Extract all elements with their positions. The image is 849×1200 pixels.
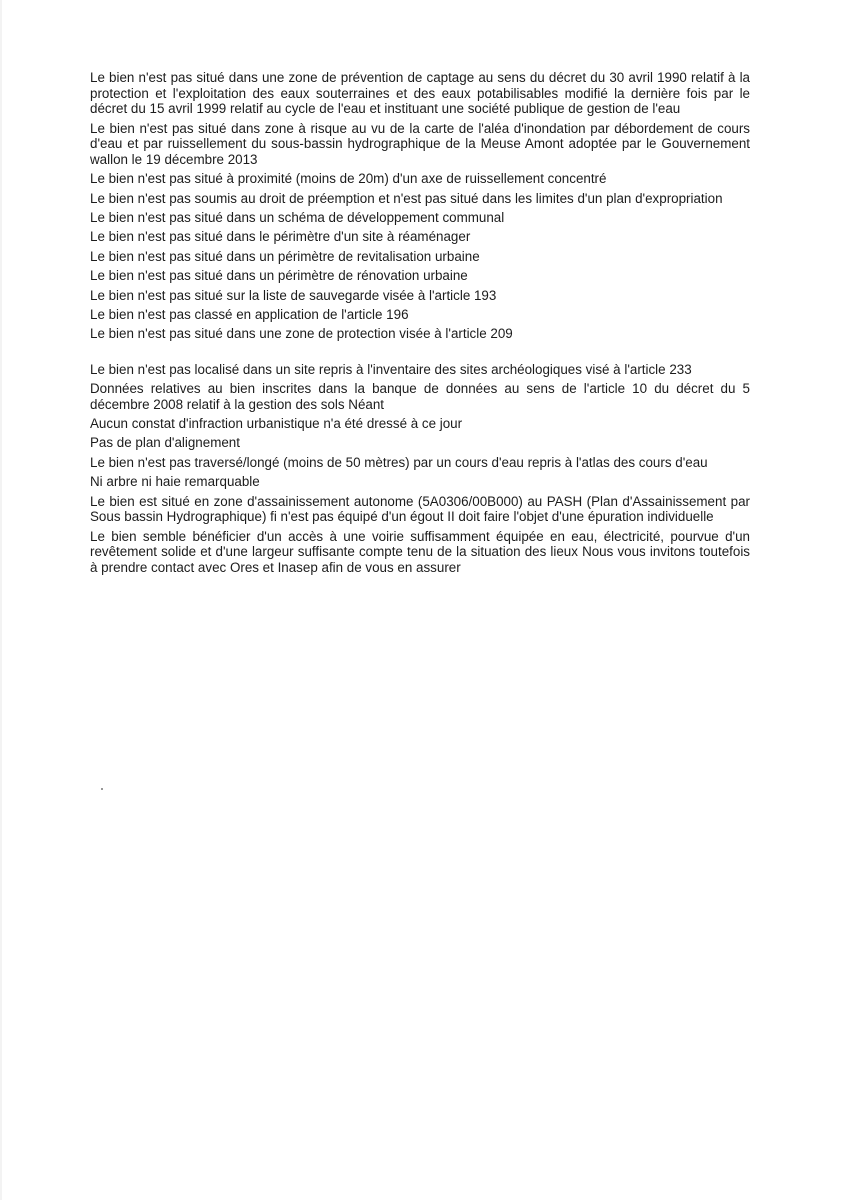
section-gap bbox=[90, 346, 750, 362]
document-body bbox=[90, 70, 750, 579]
paragraph-cours-eau: Le bien n'est pas traversé/longé (moins de 50 mètres) par un cours d'eau repris à l'atlas des cours d'eau bbox=[90, 454, 708, 470]
paragraph-renovation: Le bien n'est pas situé dans un périmètre de rénovation urbaine bbox=[90, 268, 468, 284]
paragraph-gestion-sols: Données relatives au bien inscrites dans la banque de données au sens de l'article 10 du décret du 5 décembre 2008 relatif à la gestion des sols Néant bbox=[90, 381, 750, 412]
paragraph-sauvegarde: Le bien n'est pas situé sur la liste de sauvegarde visée à l'article 193 bbox=[90, 287, 497, 303]
paragraph-schema-developpement: Le bien n'est pas situé dans un schéma de développement communal bbox=[90, 209, 505, 225]
paragraph-captage: Le bien n'est pas situé dans une zone de prévention de captage au sens du décret du 30 avril 1990 relatif à la protection et l'exploitation des eaux souterraines et des eaux potabilisables modifié la dernière fois par le décret du 15 avril 1999 relatif au cycle de l'eau et instituant une société publique de gestion de l'eau bbox=[90, 70, 750, 117]
paragraph-alignement: Pas de plan d'alignement bbox=[90, 435, 240, 451]
paragraph-preemption: Le bien n'est pas soumis au droit de préemption et n'est pas situé dans les limites d'un plan d'expropriation bbox=[90, 190, 723, 206]
paragraph-site-reamenager: Le bien n'est pas situé dans le périmètre d'un site à réaménager bbox=[90, 229, 471, 245]
paragraph-infraction: Aucun constat d'infraction urbanistique n'a été dressé à ce jour bbox=[90, 416, 463, 432]
paragraph-classement: Le bien n'est pas classé en application de l'article 196 bbox=[90, 306, 409, 322]
paragraph-archeologie: Le bien n'est pas localisé dans un site repris à l'inventaire des sites archéologiques visé à l'article 233 bbox=[90, 361, 692, 377]
paragraph-voirie: Le bien semble bénéficier d'un accès à une voirie suffisamment équipée en eau, électricité, pourvue d'un revêtement solide et d'une largeur suffisante compte tenu de la situation des lieux Nous vous invitons toutefois à prendre contact avec Ores et Inasep afin de vous en assurer bbox=[90, 528, 750, 575]
scan-speck bbox=[101, 788, 103, 790]
paragraph-zone-protection: Le bien n'est pas situé dans une zone de protection visée à l'article 209 bbox=[90, 326, 513, 342]
paragraph-inondation: Le bien n'est pas situé dans zone à risque au vu de la carte de l'aléa d'inondation par débordement de cours d'eau et par ruissellement du sous-bassin hydrographique de la Meuse Amont adoptée par le Gouvernement wallon le 19 décembre 2013 bbox=[90, 120, 750, 167]
scan-edge bbox=[0, 0, 2, 1200]
paragraph-ruissellement: Le bien n'est pas situé à proximité (moins de 20m) d'un axe de ruissellement concentré bbox=[90, 171, 607, 187]
paragraph-arbre-haie: Ni arbre ni haie remarquable bbox=[90, 474, 260, 490]
paragraph-revitalisation: Le bien n'est pas situé dans un périmètre de revitalisation urbaine bbox=[90, 248, 480, 264]
paragraph-assainissement: Le bien est situé en zone d'assainissement autonome (5A0306/00B000) au PASH (Plan d'Assainissement par Sous bassin Hydrographique) fi n'est pas équipé d'un égout II doit faire l'objet d'une épuration individuelle bbox=[90, 493, 750, 525]
